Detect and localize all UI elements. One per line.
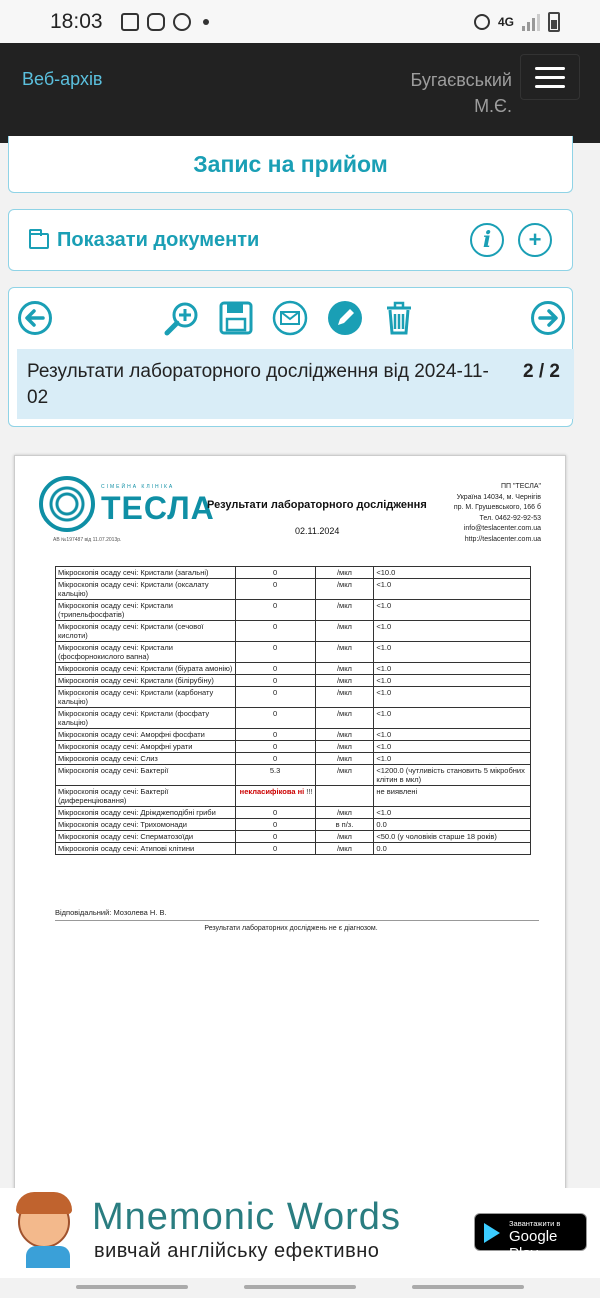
test-name: Мікроскопія осаду сечі: Кристали (білірубіну) [56,675,236,687]
back-handle[interactable] [412,1285,524,1289]
zoom-in-icon[interactable] [163,300,201,338]
test-unit: /мкл [315,765,374,786]
google-play-button[interactable] [474,1213,587,1262]
test-name: Мікроскопія осаду сечі: Дріжджеподібні гриби [56,807,236,819]
instagram-icon [147,13,165,31]
test-value-text: 0 [272,820,278,829]
battery-icon [548,12,560,32]
ad-subtitle: вивчай англійську ефективно [94,1240,380,1262]
test-value [235,831,315,843]
reference-range: <1.0 [374,708,531,729]
test-name: Мікроскопія осаду сечі: Кристали (фосфату кальцію) [56,708,236,729]
reference-range: <1.0 [374,600,531,621]
table-row [56,753,531,765]
test-unit: /мкл [315,843,374,855]
disclaimer: Результати лабораторних досліджень не є діагнозом. [204,925,378,932]
table-row [56,831,531,843]
test-value-text: 0 [272,808,278,817]
document-page [14,455,566,1195]
test-unit: в п/з. [315,819,374,831]
emoji-icon [173,13,191,31]
test-unit: /мкл [315,600,374,621]
table-row [56,663,531,675]
test-value-text: 0 [272,664,278,673]
test-value-text: 0 [272,643,278,652]
clinic-website: http://teslacenter.com.ua [464,535,541,543]
responsible-person: Відповідальний: Мозолева Н. В. [55,908,167,917]
document-title: Результати лабораторного дослідження [207,499,427,511]
reference-range: <1.0 [374,579,531,600]
folder-icon [29,233,49,249]
test-value [235,708,315,729]
clinic-info [454,482,541,545]
reference-range: <1.0 [374,621,531,642]
mascot-image [12,1190,82,1270]
test-name: Мікроскопія осаду сечі: Атипові клітини [56,843,236,855]
table-row [56,675,531,687]
signal-icon [522,13,540,31]
test-value-text: 0 [272,568,278,577]
clinic-info-line: пр. М. Грушевського, 166 б [453,504,541,511]
reference-range: <50.0 (у чоловіків старше 18 років) [374,831,531,843]
google-play-small-label: Завантажити в [509,1219,561,1228]
test-value [235,642,315,663]
reference-range: <1.0 [374,741,531,753]
test-name: Мікроскопія осаду сечі: Трихомонади [56,819,236,831]
save-icon[interactable] [218,300,254,336]
documents-panel [8,209,573,271]
test-value-text: 0 [272,832,278,841]
reference-range: 0.0 [374,819,531,831]
test-value [235,675,315,687]
logo-subtitle: СІМЕЙНА КЛІНІКА [101,484,175,490]
table-row [56,741,531,753]
test-unit: /мкл [315,741,374,753]
reference-range: <1.0 [374,663,531,675]
clinic-info-line: ПП "ТЕСЛА" [500,483,541,490]
recent-apps-handle[interactable] [76,1285,188,1289]
result-title: Результати лабораторного дослідження від 2024-11-02 [27,361,489,408]
abnormal-flag: !!! [306,787,313,796]
test-value [235,741,315,753]
test-value-text: 0 [272,688,278,697]
table-row [56,579,531,600]
navbar [0,43,600,143]
test-value-text: 0 [272,580,278,589]
reference-range: <1.0 [374,687,531,708]
test-name: Мікроскопія осаду сечі: Кристали (фосфорнокислого вапна) [56,642,236,663]
test-name: Мікроскопія осаду сечі: Бактерії (диференціювання) [56,786,236,807]
test-value [235,786,315,807]
reference-range: <1.0 [374,753,531,765]
test-name: Мікроскопія осаду сечі: Бактерії [56,765,236,786]
table-row [56,729,531,741]
test-value [235,621,315,642]
menu-toggle-button[interactable] [520,54,580,100]
logo-emblem-icon [39,476,95,532]
reference-range: <10.0 [374,567,531,579]
test-value-text: 0 [272,754,278,763]
test-value [235,663,315,675]
system-navigation [0,1285,600,1291]
test-unit: /мкл [315,567,374,579]
test-value [235,579,315,600]
ad-banner[interactable] [0,1188,600,1278]
home-handle[interactable] [244,1285,356,1289]
table-row [56,567,531,579]
test-name: Мікроскопія осаду сечі: Сперматозоїди [56,831,236,843]
test-unit: /мкл [315,831,374,843]
clinic-email: info@teslacenter.com.ua [463,525,541,532]
test-name: Мікроскопія осаду сечі: Аморфні фосфати [56,729,236,741]
test-value-text: некласифікова ні [239,787,305,796]
test-value [235,843,315,855]
show-documents-link[interactable]: Показати документи [57,228,260,251]
test-name: Мікроскопія осаду сечі: Слиз [56,753,236,765]
user-name-line1: Бугаєвський [410,70,512,90]
test-unit: /мкл [315,675,374,687]
test-name: Мікроскопія осаду сечі: Кристали (біурата амонію) [56,663,236,675]
ad-title: Mnemonic Words [92,1196,401,1238]
appointment-link[interactable]: Запис на прийом [193,150,388,177]
appointment-panel[interactable] [8,136,573,193]
test-name: Мікроскопія осаду сечі: Кристали (оксалату кальцію) [56,579,236,600]
table-row [56,600,531,621]
test-name: Мікроскопія осаду сечі: Аморфні урати [56,741,236,753]
test-value [235,567,315,579]
license-text: АВ №197487 від 11.07.2013р. [53,537,122,543]
test-value [235,753,315,765]
results-table [55,566,531,855]
google-play-icon [484,1223,500,1243]
alarm-icon [474,14,490,30]
reference-range: <1200.0 (чутливість становить 5 мікробних клітин в мкл) [374,765,531,786]
test-value [235,807,315,819]
viewer-toolbar [9,300,572,340]
hamburger-icon [535,67,565,70]
next-arrow-icon[interactable] [530,300,566,336]
test-value-text: 0 [272,730,278,739]
brand-link[interactable]: Веб-архів [22,69,103,89]
document-viewer-panel [8,287,573,427]
user-name-line2: М.Є. [474,96,512,116]
table-row [56,819,531,831]
test-name: Мікроскопія осаду сечі: Кристали (загальні) [56,567,236,579]
table-row [56,807,531,819]
more-notifications-icon [203,19,209,25]
info-icon[interactable]: i [470,223,504,257]
reference-range: <1.0 [374,675,531,687]
test-name: Мікроскопія осаду сечі: Кристали (сечової кислоти) [56,621,236,642]
test-value [235,600,315,621]
add-icon[interactable]: + [518,223,552,257]
test-unit: /мкл [315,807,374,819]
reference-range: <1.0 [374,807,531,819]
table-row [56,621,531,642]
test-value-text: 0 [272,622,278,631]
test-value [235,765,315,786]
test-unit: /мкл [315,687,374,708]
test-unit: /мкл [315,708,374,729]
test-value [235,687,315,708]
reference-range: 0.0 [374,843,531,855]
test-value [235,729,315,741]
status-bar [0,0,600,43]
reference-range: <1.0 [374,729,531,741]
test-name: Мікроскопія осаду сечі: Кристали (трипельфосфатів) [56,600,236,621]
result-title-bar[interactable] [17,349,574,419]
table-row [56,708,531,729]
test-unit: /мкл [315,663,374,675]
test-unit: /мкл [315,579,374,600]
user-name[interactable] [410,67,512,119]
test-unit: /мкл [315,642,374,663]
test-value-text: 0 [272,742,278,751]
reference-range: не виявлені [374,786,531,807]
test-value-text: 0 [272,601,278,610]
test-unit [315,786,374,807]
test-value [235,819,315,831]
status-time: 18:03 [50,9,103,33]
network-label: 4G [497,14,514,29]
table-row [56,786,531,807]
delete-icon[interactable] [381,300,417,336]
test-name: Мікроскопія осаду сечі: Кристали (карбонату кальцію) [56,687,236,708]
reference-range: <1.0 [374,642,531,663]
edit-icon[interactable] [327,300,363,336]
table-row [56,765,531,786]
test-unit: /мкл [315,729,374,741]
table-row [56,843,531,855]
test-value-text: 0 [272,676,278,685]
page-counter: 2 / 2 [523,361,560,382]
clinic-info-line: Тел. 0462-92-92-53 [479,514,541,522]
email-icon[interactable] [272,300,308,336]
previous-arrow-icon[interactable] [17,300,53,336]
test-value-text: 0 [272,709,278,718]
google-play-label: Google Play [509,1228,558,1262]
test-value-text: 0 [272,844,278,853]
table-row [56,687,531,708]
logo-text: ТЕСЛА [101,490,215,526]
clinic-info-line: Україна 14034, м. Чернігів [456,493,541,501]
clinic-logo [39,476,215,534]
test-unit: /мкл [315,753,374,765]
test-value-text: 5.3 [269,766,281,775]
divider [55,920,539,921]
document-date: 02.11.2024 [295,526,340,536]
table-row [56,642,531,663]
gallery-icon [121,13,139,31]
test-unit: /мкл [315,621,374,642]
